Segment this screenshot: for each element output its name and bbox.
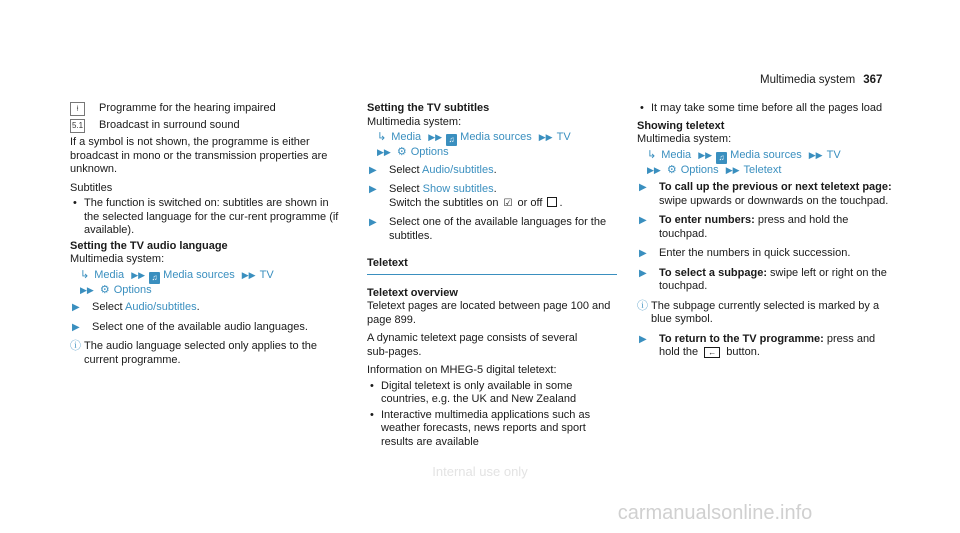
step-arrow-icon: ▶ xyxy=(369,217,377,228)
note: ⓘ The subpage currently selected is marked by a blue symbol. xyxy=(637,299,880,325)
step: ▶ To call up the previous or next teletext page: swipe upwards or downwards on the touchpad. xyxy=(639,181,892,207)
symbol-row-surround xyxy=(70,119,345,133)
bullet-icon: • xyxy=(370,379,374,392)
step-arrow-icon: ▶ xyxy=(639,215,647,226)
symbol-text: Programme for the hearing impaired xyxy=(99,102,276,115)
paragraph: A dynamic teletext page consists of several sub‑pages. xyxy=(367,332,578,358)
menu-path: ↳ Media ▶▶ ♫ Media sources ▶▶ TV ▶▶ ⚙ Options xyxy=(377,131,571,158)
step: ▶ To select a subpage: swipe left or right on the touchpad. xyxy=(639,266,887,292)
back-button-icon: ← xyxy=(704,347,720,358)
bullet-item: • It may take some time before all the pages load xyxy=(640,102,883,114)
media-sources-icon: ♫ xyxy=(446,134,457,146)
gear-icon: ⚙ xyxy=(666,163,677,176)
step: ▶ Select one of the available languages for the subtitles. xyxy=(369,216,607,242)
note: ⓘ The audio language selected only applies to the current programme. xyxy=(70,340,318,366)
chevron-double-icon: ▶▶ xyxy=(808,149,823,160)
media-sources-icon: ♫ xyxy=(149,272,160,284)
watermark: carmanualsonline.info xyxy=(617,502,813,524)
subtitles-label: Subtitles xyxy=(70,181,113,194)
gear-icon: ⚙ xyxy=(99,283,110,296)
bullet-item: • Interactive multimedia applications such as weather forecasts, news reports and sport results are available xyxy=(370,408,591,448)
column-3 xyxy=(637,102,895,366)
section-heading: Setting the TV audio language xyxy=(70,239,228,252)
surround-sound-icon: 5.1 xyxy=(70,119,85,133)
info-icon: ⓘ xyxy=(70,340,81,352)
step-arrow-icon: ▶ xyxy=(369,184,377,195)
step-arrow-icon: ▶ xyxy=(639,248,647,259)
step-arrow-icon: ▶ xyxy=(639,267,647,279)
paragraph: If a symbol is not shown, the programme is either broadcast in mono or the transmission properties are unknown. xyxy=(70,136,328,175)
symbol-text: Broadcast in surround sound xyxy=(99,119,240,132)
hearing-impaired-icon: ⍿ xyxy=(70,102,85,116)
sub-heading: Teletext overview xyxy=(367,286,458,299)
step: ▶ Select Audio/subtitles. xyxy=(369,163,497,176)
chevron-double-icon: ▶▶ xyxy=(698,149,713,160)
system-label: Multimedia system: xyxy=(367,115,462,128)
media-sources-icon: ♫ xyxy=(716,152,727,164)
step: ▶ Enter the numbers in quick succession. xyxy=(639,247,851,259)
step-arrow-icon: ▶ xyxy=(72,302,80,313)
return-arrow-icon: ↳ xyxy=(377,131,387,143)
paragraph: Information on MHEG‑5 digital teletext: xyxy=(367,364,557,376)
step: ▶ Select Audio/subtitles. xyxy=(72,301,200,313)
gear-icon: ⚙ xyxy=(396,146,407,158)
symbol-row-hearing xyxy=(70,102,345,116)
step: ▶ Select Show subtitles. Switch the subtitles on ☑ or off . xyxy=(369,183,563,209)
chevron-double-icon: ▶▶ xyxy=(241,269,256,280)
return-arrow-icon: ↳ xyxy=(80,268,90,281)
column-1 xyxy=(70,102,345,373)
menu-path: ↳ Media ▶▶ ♫ Media sources ▶▶ TV ▶▶ ⚙ Options xyxy=(80,268,274,296)
step-arrow-icon: ▶ xyxy=(639,182,647,193)
step: ▶ To return to the TV programme: press and hold the ← button. xyxy=(639,332,876,358)
chevron-double-icon: ▶▶ xyxy=(647,164,661,175)
page-header xyxy=(760,74,882,88)
chevron-double-icon: ▶▶ xyxy=(538,132,553,142)
step: ▶ Select one of the available audio languages. xyxy=(72,320,308,333)
return-arrow-icon: ↳ xyxy=(647,148,657,161)
page-number: 367 xyxy=(863,74,883,86)
checkbox-checked-icon: ☑ xyxy=(503,197,513,209)
bullet-icon: • xyxy=(370,408,374,421)
bullet-icon: • xyxy=(640,102,644,114)
info-icon: ⓘ xyxy=(637,299,648,312)
bullet-item: • The function is switched on: subtitles are shown in the selected language for the cur‑rent programme (if available). xyxy=(73,197,339,236)
chevron-double-icon: ▶▶ xyxy=(131,269,146,280)
section-title-teletext: Teletext xyxy=(367,257,617,275)
chevron-double-icon: ▶▶ xyxy=(80,284,94,295)
step-arrow-icon: ▶ xyxy=(72,321,80,333)
chevron-double-icon: ▶▶ xyxy=(725,164,740,175)
step: ▶ To enter numbers: press and hold the touchpad. xyxy=(639,214,849,240)
chevron-double-icon: ▶▶ xyxy=(377,147,391,157)
step-arrow-icon: ▶ xyxy=(369,164,377,176)
footer-note: Internal use only xyxy=(432,464,528,479)
header-section: Multimedia system xyxy=(760,74,856,86)
chevron-double-icon: ▶▶ xyxy=(428,132,443,142)
system-label: Multimedia system: xyxy=(637,133,732,145)
section-heading: Showing teletext xyxy=(637,119,725,132)
section-heading: Setting the TV subtitles xyxy=(367,102,490,114)
column-2 xyxy=(367,102,617,451)
paragraph: Teletext pages are located between page 100 and page 899. xyxy=(367,300,611,326)
bullet-item: • Digital teletext is only available in some countries, e.g. the UK and New Zealand xyxy=(370,379,577,405)
menu-path: ↳ Media ▶▶ ♫ Media sources ▶▶ TV ▶▶ ⚙ Options ▶▶ Teletext xyxy=(647,148,841,176)
system-label: Multimedia system: xyxy=(70,253,165,265)
bullet-icon: • xyxy=(73,197,77,209)
checkbox-empty-icon xyxy=(547,197,557,207)
step-arrow-icon: ▶ xyxy=(639,333,647,345)
